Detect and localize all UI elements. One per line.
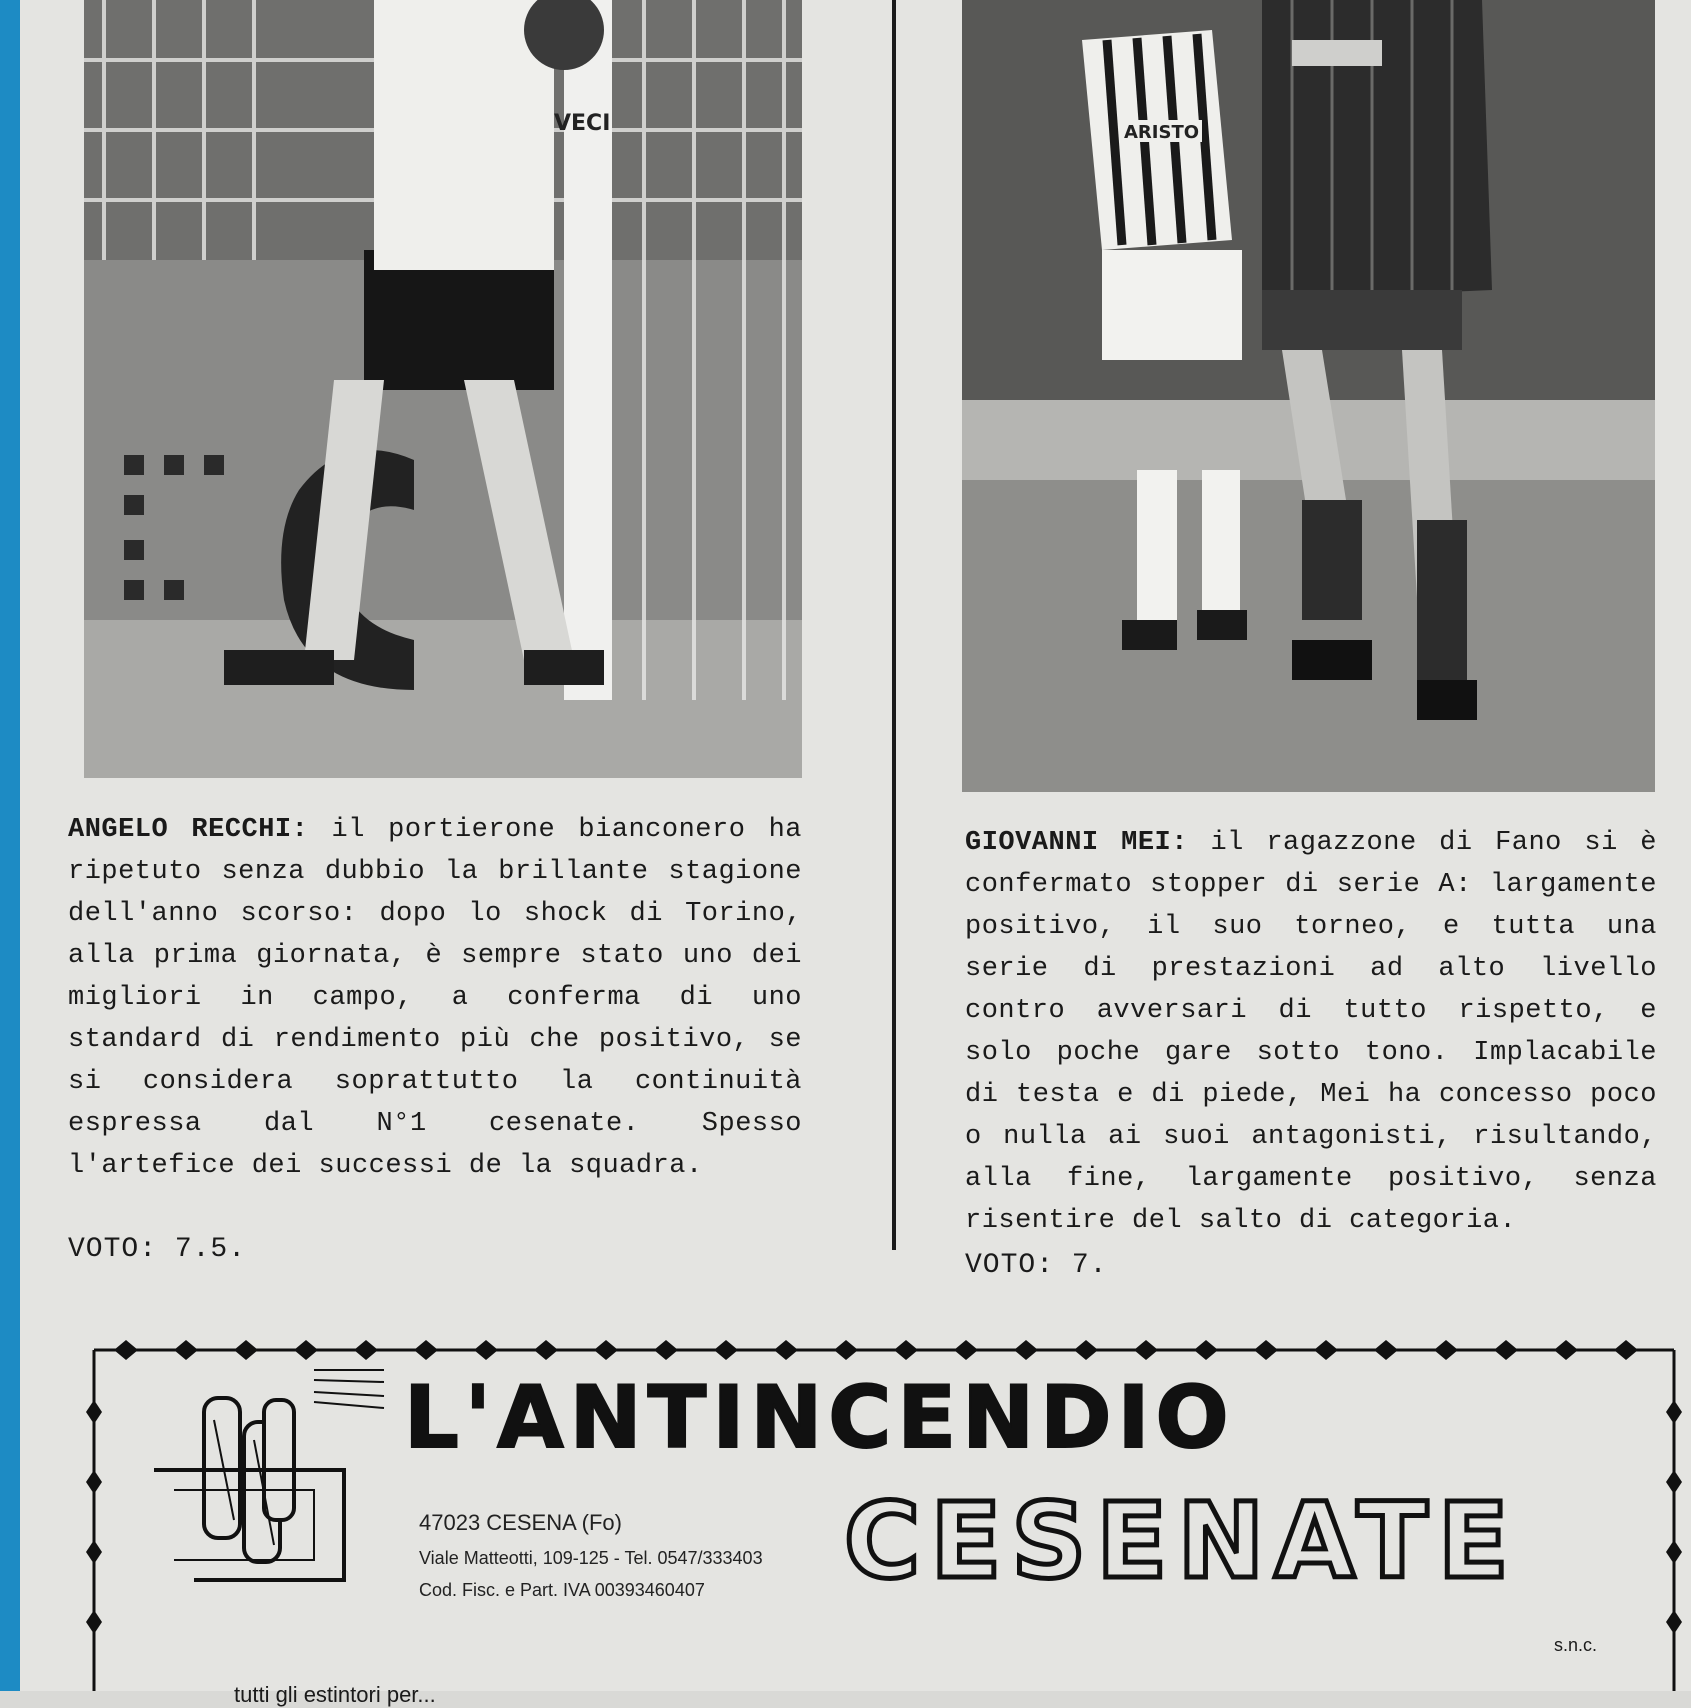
ad-suffix: s.n.c. xyxy=(1554,1635,1598,1655)
column-divider xyxy=(892,0,896,1250)
advertisement xyxy=(84,1330,1684,1707)
article-text-recchi: il portierone bianconero ha ripetuto senza dubbio la brillante stagione dell'anno scorso: dopo lo shock di Torino, alla prima giornata, è sempre stato uno dei migliori in campo, a conferma di uno standard di rendimento più che positivo, se si considera soprattutto la continuità espressa dal N°1 cesenate. Spesso l'artefice dei successi de la squadra. xyxy=(68,815,802,1181)
rating-mei: VOTO: 7. xyxy=(965,1250,1108,1281)
ad-company-subtitle: CESENATE xyxy=(844,1480,1519,1602)
rating-recchi: VOTO: 7.5. xyxy=(68,1234,247,1265)
player-name-recchi: ANGELO RECCHI: xyxy=(68,815,309,845)
photo-defender xyxy=(962,0,1655,792)
jersey-text-left: VECI xyxy=(554,111,611,136)
ad-city: 47023 CESENA (Fo) xyxy=(419,1510,622,1535)
article-text-mei: il ragazzone di Fano si è confermato stopper di serie A: largamente positivo, il suo torneo, e tutta una serie di prestazioni ad alto livello contro avversari di tutto rispetto, e solo poche gare sotto tono. Implacabile di testa e di piede, Mei ha concesso poco o nulla ai suoi antagonisti, risultando, alla fine, largamente positivo, senza risentire del salto di categoria. xyxy=(965,828,1657,1236)
page-edge xyxy=(0,0,20,1691)
jersey-text-right: ARISTO xyxy=(1124,122,1200,143)
right-article-caption xyxy=(965,822,1657,1242)
ad-address: Viale Matteotti, 109-125 - Tel. 0547/333403 xyxy=(419,1548,763,1568)
extinguisher-logo xyxy=(154,1398,344,1580)
player-name-mei: GIOVANNI MEI: xyxy=(965,828,1188,858)
magazine-page xyxy=(20,0,1691,1707)
photo-goalkeeper xyxy=(84,0,802,778)
left-article-caption xyxy=(68,809,802,1187)
ad-fiscal-code: Cod. Fisc. e Part. IVA 00393460407 xyxy=(419,1580,705,1600)
ad-footer-text: tutti gli estintori per... xyxy=(234,1682,436,1707)
ad-company-name: L'ANTINCENDIO xyxy=(404,1368,1235,1468)
